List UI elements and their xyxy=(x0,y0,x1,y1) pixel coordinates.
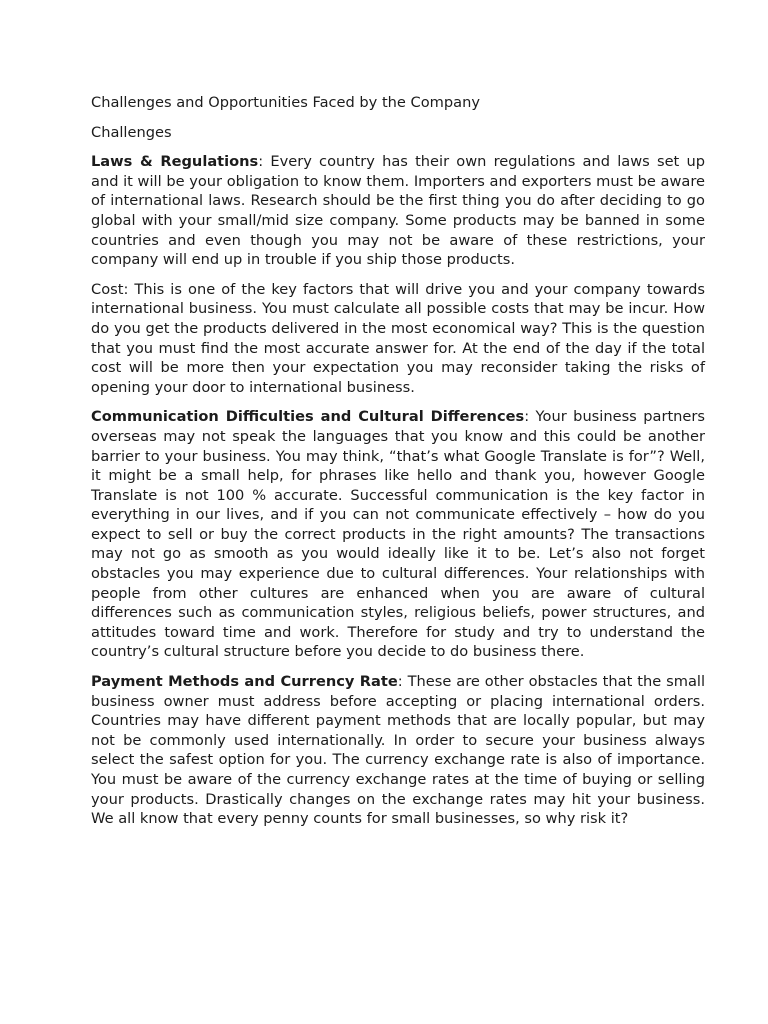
paragraph-lead: Payment Methods and Currency Rate xyxy=(91,673,398,691)
paragraph-cost xyxy=(91,280,705,398)
paragraph-lead: Laws & Regulations xyxy=(91,153,259,171)
paragraph-body: : Your business partners overseas may not speak the languages that you know and this could be another barrier to your business. You may think, “that’s what Google Translate is for”? Well, it might be a small help, for phrases like hello and thank you, however Google Translate is not 100 % accurate. Successful communication is the key factor in everything in our lives, and if you can not communicate effectively – how do you expect to sell or buy the correct products in the right amounts? The transactions may not go as smooth as you would ideally like it to be. Let’s also not forget obstacles you may experience due to cultural differences. Your relationships with people from other cultures are enhanced when you are aware of cultural differences such as communication styles, religious beliefs, power structures, and attitudes toward time and work. Therefore for study and try to understand the country’s cultural structure before you decide to do business there. xyxy=(91,408,705,661)
paragraph-body: : Every country has their own regulations and laws set up and it will be your obligation to know them. Importers and exporters must be aware of international laws. Research should be the first thing you do after deciding to go global with your small/mid size company. Some products may be banned in some countries and even though you may not be aware of these restrictions, your company will end up in trouble if you ship those products. xyxy=(91,153,705,269)
paragraph-body: : These are other obstacles that the small business owner must address before accepting or placing international orders. Countries may have different payment methods that are locally popular, but may not be commonly used internationally. In order to secure your business always select the safest option for you. The currency exchange rate is also of importance. You must be aware of the currency exchange rates at the time of buying or selling your products. Drastically changes on the exchange rates may hit your business. We all know that every penny counts for small businesses, so why risk it? xyxy=(91,673,706,828)
section-heading: Challenges xyxy=(91,123,172,141)
paragraph-lead: Communication Difficulties and Cultural Differences xyxy=(91,408,525,426)
paragraph-body: Cost: This is one of the key factors that will drive you and your company towards international business. You must calculate all possible costs that may be incur. How do you get the products delivered in the most economical way? This is the question that you must find the most accurate answer for. At the end of the day if the total cost will be more then your expectation you may reconsider taking the risks of opening your door to international business. xyxy=(91,280,705,396)
paragraph-communication xyxy=(91,407,705,662)
document-title: Challenges and Opportunities Faced by the Company xyxy=(91,94,480,111)
paragraph-payment-methods xyxy=(91,672,705,829)
paragraph-laws-regulations xyxy=(91,152,705,270)
